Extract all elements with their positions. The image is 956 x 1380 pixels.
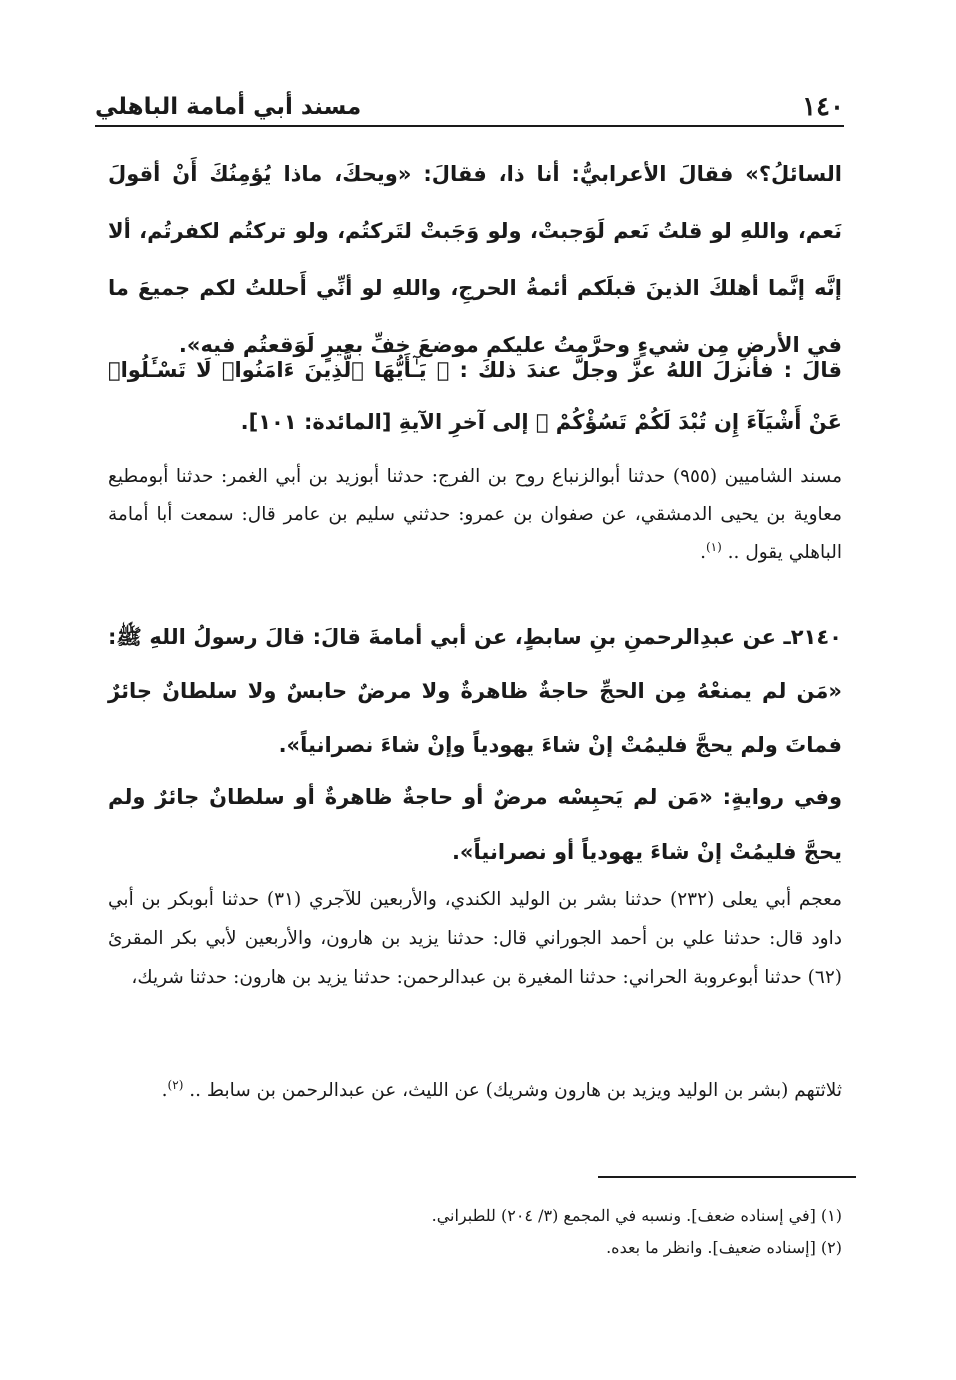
footnote-2: (٢) [إسناده ضعيف]. وانظر ما بعده.	[606, 1238, 842, 1257]
source-paragraph-2: معجم أبي يعلى (٢٣٢) حدثنا بشر بن الوليد الكندي، والأربعين للآجري (٣١) حدثنا أبوبكر بن أبي داود قال: حدثنا علي بن أحمد الجوراني قال: حدثنا يزيد بن هارون، والأربعين لأبي بكر المقرئ (٦٢) حدثنا أبوعروبة الحراني: حدثنا المغيرة بن عبدالرحمن: حدثنا يزيد بن هارون: حدثنا شريك،	[108, 889, 842, 988]
source-text: ثلاثتهم (بشر بن الوليد ويزيد بن هارون وشريك) عن الليث، عن عبدالرحمن بن سابط ..	[189, 1080, 842, 1101]
hadith-continuation: السائلُ؟» فقالَ الأعرابيُّ: أنا ذا، فقالَ: «ويحكَ، ماذا يُؤمِنُكَ أَنْ أقولَ نَعم، واللهِ لو قلتُ نَعم لَوَجبتْ، ولو وَجَبتْ لتَركتُم، ولو تركتُم لكفرتُم، ألا إنَّه إنَّما أهلكَ الذينَ قبلَكم أئمةُ الحرجِ، واللهِ لو أنِّي أَحللتُ لكم جميعَ ما في الأرضِ مِن شيءٍ وحرَّمتُ عليكم موضعَ خفِّ بعيرٍ لَوَقعتُم فيه».	[108, 162, 842, 357]
footnote-1: (١) [في إسناده ضعف]. ونسبه في المجمع (٣/ ٢٠٤) للطبراني.	[431, 1206, 842, 1225]
running-title: مسند أبي أمامة الباهلي	[95, 94, 362, 120]
source-paragraph-3: ثلاثتهم (بشر بن الوليد ويزيد بن هارون وشريك) عن الليث، عن عبدالرحمن بن سابط .. $^{(٢)}$.	[161, 1077, 842, 1101]
header-rule	[95, 125, 844, 127]
running-header	[95, 84, 844, 124]
footnotes	[300, 1200, 842, 1264]
footnote-ref-1: (١)	[705, 539, 722, 554]
source-text: مسند الشاميين (٩٥٥) حدثنا أبوالزنباع روح بن الفرج: حدثنا أبوزيد بن أبي الغمر: حدثنا أبومطيع معاوية بن يحيى الدمشقي، عن صفوان بن عمرو: حدثني سليم بن عامر قال: سمعت أبا أمامة الباهلي يقول ..	[108, 466, 842, 563]
footnote-rule	[598, 1176, 856, 1178]
quran-tail: ﴾ إلى آخرِ الآيةِ [المائدة: ١٠١].	[240, 410, 549, 434]
quran-verse: يَـٰٓأَيُّهَا ٱلَّذِينَ ءَامَنُوا۟ لَا تَسْـَٔلُوا۟ عَنْ أَشْيَآءَ إِن تُبْدَ لَكُمْ تَسُؤْكُمْ	[108, 358, 842, 434]
source-paragraph-1: مسند الشاميين (٩٥٥) حدثنا أبوالزنباع روح بن الفرج: حدثنا أبوزيد بن أبي الغمر: حدثنا أبومطيع معاوية بن يحيى الدمشقي، عن صفوان بن عمرو: حدثني سليم بن عامر قال: سمعت أبا أمامة الباهلي يقول .. $^{(١)}$.	[108, 466, 842, 563]
page-number: ١٤٠	[802, 92, 844, 122]
hadith-2140	[108, 610, 842, 772]
hadith-text: «مَن لم يمنعْهُ مِن الحجِّ حاجةٌ ظاهرةٌ ولا مرضٌ حابسٌ ولا سلطانٌ جائرٌ فماتَ ولم يحجَّ فليمُتْ إنْ شاءَ يهودياً وإنْ شاءَ نصرانياً».	[108, 679, 842, 757]
quran-citation-paragraph	[108, 344, 842, 448]
quran-lead: قالَ : فأنزلَ اللهُ عزَّ وجلَّ عندَ ذلكَ : ﴿	[436, 358, 843, 382]
footnote-ref-2: (٢)	[167, 1077, 184, 1092]
hadith-number-lead: ٢١٤٠ـ عن عبدِالرحمنِ بنِ سابطٍ، عن أبي أمامةَ قالَ: قالَ رسولُ اللهِ ﷺ:	[108, 625, 842, 649]
riwaya-paragraph: وفي روايةٍ: «مَن لم يَحبِسْه مرضٌ أو حاجةٌ ظاهرةٌ أو سلطانٌ جائرٌ ولم يحجَّ فليمُتْ إنْ شاءَ يهودياً أو نصرانياً».	[108, 785, 842, 864]
